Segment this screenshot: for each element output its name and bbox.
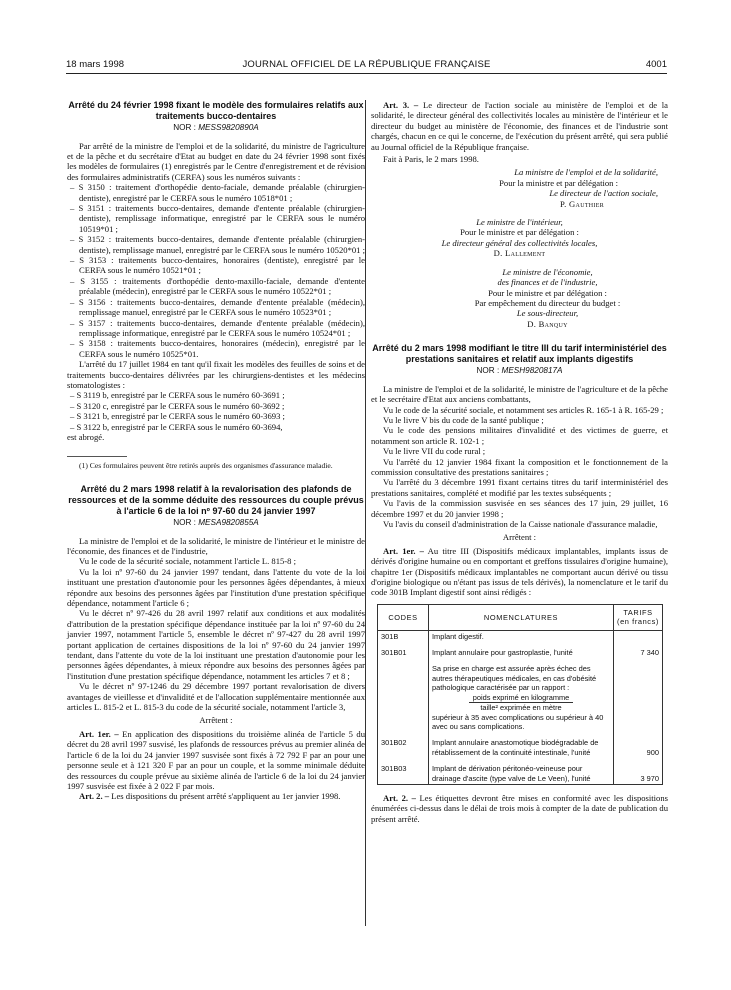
- table-header-row: [378, 604, 663, 630]
- signature-line: Le directeur de l'action sociale,: [549, 188, 658, 199]
- col-header-tarifs: [614, 604, 663, 630]
- tariff-table: [377, 604, 663, 785]
- article-label: Art. 2. –: [79, 791, 110, 802]
- considerant-paragraph: Vu la loi nº 97-60 du 24 janvier 1997 tendant, dans l'attente du vote de la loi instituant une prestation d'autonomie pour les personnes âgées dépendantes, à mieux répondre aux besoins des personnes âgées par l'institution d'une prestation spécifique dépendance, notamment l'article 6 ;: [67, 566, 365, 608]
- tarifs-unit: (en francs): [617, 617, 659, 627]
- signature-line: Le sous-directeur,: [516, 308, 579, 319]
- considerant-paragraph: La ministre de l'emploi et de la solidarité, le ministre de l'agriculture et de la pêche et le secrétaire d'Etat aux anciens combattants,: [371, 383, 668, 405]
- article-label: Art. 2. –: [383, 792, 416, 803]
- nor-label: NOR :: [476, 366, 500, 376]
- nomenclature-cell: [429, 630, 614, 642]
- considerant-paragraph: Vu le livre VII du code rural ;: [383, 446, 486, 457]
- considerant-paragraph: Vu l'avis de la commission susvisée en ses séances des 17 juin, 29 juillet, 16 décembre 1997 et du 20 janvier 1998 ;: [371, 498, 668, 519]
- list-item: – S 3157 : traitements bucco-dentaires, demande d'entente préalable (médecin), remplissage informatique, enregistré par le CERFA sous le numéro 10524*01 ;: [70, 317, 365, 338]
- formulaire-list: [67, 182, 365, 359]
- tarif-cell: 7 340: [614, 642, 663, 658]
- decree-paragraph: Par arrêté de la ministre de l'emploi et de la solidarité, du ministre de l'agriculture et de la pêche et du secrétaire d'Etat au budget en date du 24 février 1998 sont fixés les modèles de formulaires (1) enregistrés par le Centre d'enregistrement et de révision des formulaires administratifs (CERFA) sous les numéros suivants :: [67, 140, 365, 182]
- fait-a-paris: Fait à Paris, le 2 mars 1998.: [383, 154, 479, 165]
- considerant-paragraph: Vu l'avis du conseil d'administration de la Caisse nationale d'assurance maladie,: [383, 519, 658, 529]
- signature-line: D. Banquy: [527, 318, 568, 329]
- nomenclature-text: Implant annulaire pour gastroplastie, l'unité: [432, 648, 573, 658]
- arretent: Arrêtent :: [199, 715, 233, 726]
- nomenclature-text: supérieur à 35 avec complications ou supérieur à 40 avec ou sans complications.: [432, 712, 604, 731]
- code-cell: 301B: [378, 630, 429, 642]
- article-2: [67, 791, 365, 801]
- considerant-paragraph: Vu l'arrêté du 3 décembre 1991 fixant certains titres du tarif interministériel des prestations sanitaires, complété et modifié par les textes subséquents ;: [371, 477, 668, 498]
- table-row: [378, 642, 663, 658]
- header-date: 18 mars 1998: [66, 59, 125, 70]
- signature-line: des finances et de l'industrie,: [497, 277, 598, 288]
- article-label: Art. 3. –: [383, 100, 419, 110]
- code-cell: 301B03: [378, 758, 429, 784]
- list-item: – S 3150 : traitement d'orthopédie dento-faciale, demande préalable (chirurgien-dentiste), enregistré par le CERFA sous le numéro 10518*01 ;: [70, 182, 365, 203]
- article-text: Les dispositions du présent arrêté s'appliquent au 1er janvier 1998.: [111, 791, 341, 802]
- nor-code: MESA9820855A: [198, 518, 259, 528]
- right-column: [371, 100, 668, 824]
- decree-paragraph: est abrogé.: [67, 431, 105, 442]
- signature-line: La ministre de l'emploi et de la solidarité,: [514, 167, 658, 178]
- col-header-nomenclatures: NOMENCLATURES: [429, 604, 614, 630]
- header-page-number: 4001: [645, 59, 667, 70]
- header-rule: [66, 73, 667, 74]
- article-text: En application des dispositions du troisième alinéa de l'article 5 du décret du 28 avril 1997 susvisé, les plafonds de ressources prévus au premier alinéa de l'article 6 de la loi du 24 janvier 1997 susvisée sont fixés à 72 792 F par an pour une personne seule et à 121 320 F par an pour un couple, et la somme minimale déduite des ressources du couple prévue au sixième alinéa de l'article 6 de la loi du 24 janvier 1997 susvisée est fixée à 2 022 F par mois.: [67, 728, 365, 791]
- list-item: – S 3151 : traitements bucco-dentaires, demande d'entente préalable (chirurgien-dentiste), remplissage informatique, enregistré par le CERFA sous le numéro 10519*01 ;: [70, 203, 365, 234]
- code-cell: 301B02: [378, 732, 429, 758]
- list-item: – S 3153 : traitements bucco-dentaires, honoraires (dentiste), enregistré par le CERFA sous le numéro 10521*01 ;: [70, 255, 365, 276]
- nomenclature-cell: [429, 658, 614, 732]
- list-item: – S 3121 b, enregistré par le CERFA sous le numéro 60-3693 ;: [70, 411, 285, 422]
- considerant-paragraph: Vu le décret nº 97-1246 du 29 décembre 1997 portant revalorisation de divers avantages de vieillesse et d'invalidité et de l'allocation supplémentaire mentionnée aux articles L. 815-2 et L. 815-3 du code de la sécurité sociale, notamment l'article 3,: [67, 681, 365, 713]
- article-3: [371, 100, 668, 152]
- considerant-paragraph: Vu le code des pensions militaires d'invalidité et des victimes de guerre, et notamment son article R. 102-1 ;: [371, 425, 668, 446]
- article-label: Art. 1er. –: [383, 545, 424, 556]
- signature-block-economie: [371, 267, 668, 329]
- considerant-paragraph: Vu le code de la sécurité sociale, notamment l'article L. 815-8 ;: [79, 556, 296, 567]
- code-cell: 301B01: [378, 642, 429, 658]
- article-label: Art. 1er. –: [79, 728, 119, 739]
- list-item: – S 3156 : traitements bucco-dentaires, demande d'entente préalable (médecin), remplissage manuel, enregistré par le CERFA sous le numéro 10523*01 ;: [70, 296, 365, 318]
- tarif-cell: [614, 658, 663, 732]
- article-2: [371, 793, 668, 824]
- signature-block-interieur: [371, 217, 668, 259]
- tarif-cell: 900: [614, 732, 663, 758]
- abrogated-list: [67, 390, 365, 432]
- list-item: – S 3155 : traitements d'orthopédie dento-maxillo-faciale, demande d'entente préalable (médecin), enregistré par le CERFA sous le numéro 10522*01 ;: [70, 275, 365, 297]
- article-text: Les étiquettes devront être mises en conformité avec les dispositions énumérées ci-dessus dans le délai de trois mois à compter de la date de publication du présent arrêté.: [371, 792, 668, 824]
- nor-reference: [371, 366, 668, 376]
- table-row: [378, 630, 663, 642]
- tarif-cell: [614, 630, 663, 642]
- article-text: Le directeur de l'action sociale au ministère de l'emploi et de la solidarité, le directeur général des collectivités locales au ministère de l'intérieur et le directeur du budget au ministère de l'économie, des finances et de l'industrie sont chargés, chacun en ce qui le concerne, de l'exécution du présent arrêté, qui sera publié au Journal officiel de la République française.: [371, 100, 668, 152]
- page-header: [66, 59, 667, 73]
- table-row: [378, 658, 663, 732]
- table-row: [378, 732, 663, 758]
- col-header-codes: CODES: [378, 604, 429, 630]
- nomenclature-cell: [429, 732, 614, 758]
- signature-line: Pour le ministre et par délégation :: [460, 227, 579, 238]
- footnote-rule: [67, 456, 127, 457]
- list-item: – S 3122 b, enregistré par le CERFA sous le numéro 60-3694,: [70, 421, 283, 432]
- left-column: [67, 100, 365, 802]
- considerants: [371, 384, 668, 530]
- list-item: – S 3120 c, enregistré par le CERFA sous le numéro 60-3692 ;: [70, 400, 285, 411]
- signature-line: P. Gauthier: [560, 198, 604, 209]
- signature-line: Le directeur général des collectivités locales,: [441, 237, 598, 248]
- considerant-paragraph: La ministre de l'emploi et de la solidarité, le ministre de l'intérieur et le ministre de l'économie, des finances et de l'industrie,: [67, 535, 365, 556]
- signature-line: Le ministre de l'intérieur,: [476, 217, 563, 228]
- nomenclature-text: Implant digestif.: [432, 631, 484, 641]
- signature-block-emploi: [371, 167, 668, 209]
- nor-code: MESH9820817A: [501, 366, 563, 376]
- signature-line: Le ministre de l'économie,: [502, 266, 593, 277]
- nomenclature-text: Sa prise en charge est assurée après échec des autres thérapeutiques médicales, en cas d'obésité pathologique caractérisée par un rapport :: [432, 664, 597, 693]
- ratio-numerator: poids exprimé en kilogramme: [469, 693, 574, 703]
- table-row: [378, 758, 663, 784]
- signature-line: Pour la ministre et par délégation :: [499, 177, 618, 188]
- nor-label: NOR :: [173, 123, 196, 133]
- ratio-fraction: [432, 693, 610, 713]
- considerant-paragraph: Vu l'arrêté du 12 janvier 1984 fixant la composition et le fonctionnement de la commission consultative des prestations sanitaires ;: [371, 456, 668, 477]
- considerants: [67, 536, 365, 713]
- list-item: – S 3119 b, enregistré par le CERFA sous le numéro 60-3691 ;: [70, 390, 285, 401]
- tarif-cell: 3 970: [614, 758, 663, 784]
- article-1: [67, 729, 365, 791]
- nomenclature-cell: [429, 642, 614, 658]
- arretent: Arrêtent :: [502, 532, 537, 543]
- column-divider: [365, 100, 366, 926]
- list-item: – S 3158 : traitements bucco-dentaires, honoraires (médecin), enregistré par le CERFA sous le numéro 10525*01.: [70, 338, 365, 359]
- footnote: (1) Ces formulaires peuvent être retirés auprès des organismes d'assurance maladie.: [79, 461, 333, 471]
- code-cell: [378, 658, 429, 732]
- nomenclature-text: Implant annulaire anastomotique biodégradable de rétablissement de la continuité intestinale, l'unité: [432, 738, 599, 757]
- tarifs-label: TARIFS: [623, 607, 653, 617]
- nomenclature-cell: [429, 758, 614, 784]
- decree-title-implants: Arrêté du 2 mars 1998 modifiant le titre III du tarif interministériel des prestations sanitaires et relatif aux implants digestifs: [372, 343, 667, 364]
- nor-reference: [67, 518, 365, 528]
- header-journal-title: JOURNAL OFFICIEL DE LA RÉPUBLIQUE FRANÇAISE: [242, 59, 491, 70]
- signature-line: D. Lallement: [493, 248, 546, 259]
- decree-title-plafonds: Arrêté du 2 mars 1998 relatif à la revalorisation des plafonds de ressources et de la somme déduite des ressources du couple prévus à l'article 6 de la loi nº 97-60 du 24 janvier 1997: [68, 484, 364, 516]
- nomenclature-text: Implant de dérivation péritonéo-veineuse pour drainage d'ascite (type valve de Le Veen), l'unité: [432, 764, 591, 783]
- considerant-paragraph: Vu le code de la sécurité sociale, et notamment ses articles R. 165-1 à R. 165-29 ;: [383, 404, 664, 415]
- article-text: Au titre III (Dispositifs médicaux implantables, implants issus de dérivés d'origine humaine ou en comportant et greffons tissulaires d'origine humaine), chapitre 1er (Dispositifs médicaux implantables ne comportant aucun dérivé ou tissu d'origine biologique ou n'étant pas issus de tels dérivés), la nomenclature et le tarif du code 301B Implant digestif sont ainsi rédigés :: [371, 545, 668, 598]
- considerant-paragraph: Vu le livre V bis du code de la santé publique ;: [383, 414, 544, 425]
- decree-title-formulaires: Arrêté du 24 février 1998 fixant le modèle des formulaires relatifs aux traitements bucco-dentaires: [68, 100, 364, 121]
- nor-code: MESS9820890A: [198, 123, 259, 133]
- article-1: [371, 546, 668, 598]
- list-item: – S 3152 : traitements bucco-dentaires, demande d'entente préalable (chirurgien-dentiste), remplissage manuel, enregistré par le CERFA sous le numéro 10520*01 ;: [70, 234, 366, 255]
- nor-reference: [67, 123, 365, 133]
- nor-label: NOR :: [173, 518, 196, 528]
- considerant-paragraph: Vu le décret nº 97-426 du 28 avril 1997 relatif aux conditions et aux modalités d'attribution de la prestation spécifique dépendance instituée par la loi nº 97-60 du 24 janvier 1997, notamment l'article 5, ensemble le décret nº 97-427 du 28 avril 1997 portant application de certaines dispositions de la loi nº 97-60 du 24 janvier 1997 tendant, dans l'attente du vote de la loi instituant une prestation d'autonomie pour les personnes âgées dépendantes, à mieux répondre aux besoins des personnes âgées par l'institution d'une prestation spécifique dépendance, notamment les articles 7 et 8 ;: [67, 608, 365, 681]
- ratio-denominator: taille² exprimée en mètre: [480, 703, 562, 713]
- decree-paragraph: L'arrêté du 17 juillet 1984 en tant qu'il fixait les modèles des feuilles de soins et de traitements bucco-dentaires délivrées par les chirurgiens-dentistes et les médecins stomatologistes :: [67, 359, 365, 390]
- signature-line: Pour le ministre et par délégation :: [488, 287, 607, 298]
- signature-line: Par empêchement du directeur du budget :: [474, 297, 621, 308]
